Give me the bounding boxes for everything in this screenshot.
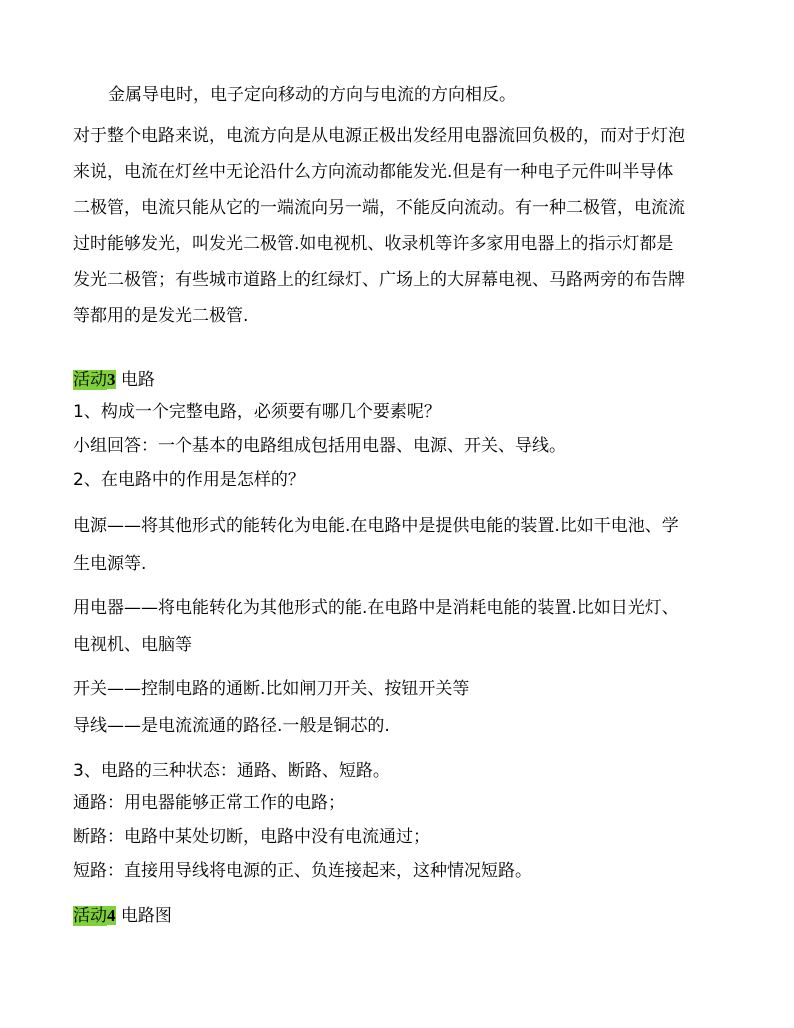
intro-para-line-6: 等都用的是发光二极管.: [73, 306, 249, 326]
role-switch: 开关——控制电路的通断.比如闸刀开关、按钮开关等: [73, 679, 470, 699]
role-power-line-2: 生电源等.: [73, 554, 147, 574]
activity-4-number: 4: [107, 906, 116, 925]
activity-4-heading: [73, 905, 172, 927]
question-3: 3、电路的三种状态：通路、断路、短路。: [73, 761, 390, 781]
question-2: 2、在电路中的作用是怎样的？: [73, 470, 305, 490]
state-short: 短路：直接用导线将电源的正、负连接起来，这种情况短路。: [73, 861, 532, 881]
role-power-line-1: 电源——将其他形式的能转化为电能.在电路中是提供电能的装置.比如干电池、学: [73, 516, 679, 536]
intro-para-line-2: 来说，电流在灯丝中无论沿什么方向流动都能发光.但是有一种电子元件叫半导体: [73, 162, 674, 182]
answer-1: 小组回答：一个基本的电路组成包括用电器、电源、开关、导线。: [73, 436, 566, 456]
role-wire: 导线——是电流流通的路径.一般是铜芯的.: [73, 716, 390, 736]
activity-3-heading: [73, 369, 155, 391]
intro-para-line-5: 发光二极管；有些城市道路上的红绿灯、广场上的大屏幕电视、马路两旁的布告牌: [73, 270, 685, 290]
intro-para-line-3: 二极管，电流只能从它的一端流向另一端，不能反向流动。有一种二极管，电流流: [73, 198, 685, 218]
activity-3-title: 电路: [115, 370, 155, 390]
activity-4-title: 电路图: [115, 906, 172, 926]
intro-para-line-1: 对于整个电路来说，电流方向是从电源正极出发经用电器流回负极的，而对于灯泡: [73, 126, 685, 146]
activity-4-label: 活动: [73, 906, 107, 926]
intro-para-line-4: 过时能够发光，叫发光二极管.如电视机、收录机等许多家用电器上的指示灯都是: [73, 234, 674, 254]
activity-3-label: 活动: [73, 370, 107, 390]
intro-line-1: 金属导电时，电子定向移动的方向与电流的方向相反。: [108, 85, 516, 105]
question-1: 1、构成一个完整电路，必须要有哪几个要素呢？: [73, 402, 441, 422]
state-open: 断路：电路中某处切断，电路中没有电流通过；: [73, 827, 430, 847]
state-closed: 通路：用电器能够正常工作的电路；: [73, 793, 345, 813]
role-appliance-line-1: 用电器——将电能转化为其他形式的能.在电路中是消耗电能的装置.比如日光灯、: [73, 598, 679, 618]
role-appliance-line-2: 电视机、电脑等: [73, 635, 192, 655]
activity-3-number: 3: [107, 370, 116, 389]
